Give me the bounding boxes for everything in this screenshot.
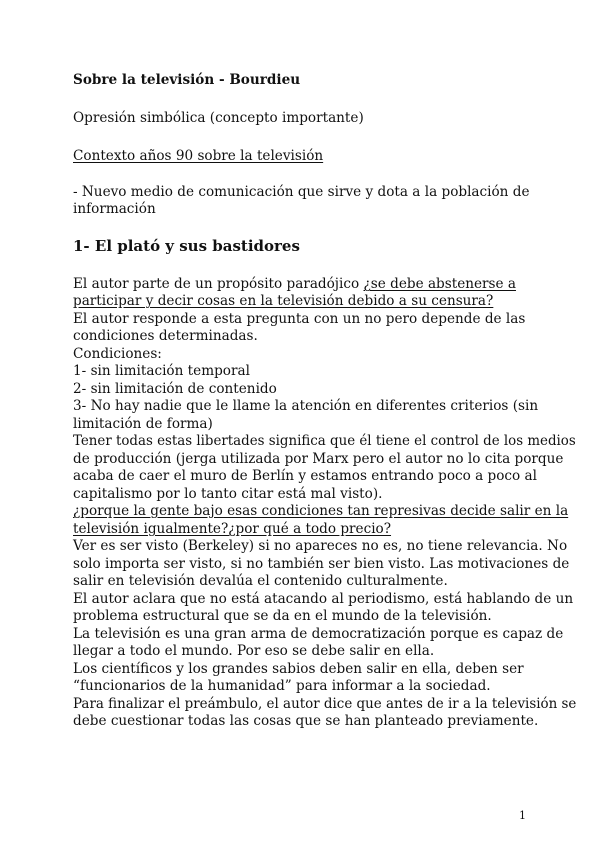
body-line: capitalismo por lo tanto citar está mal visto). <box>73 486 383 502</box>
body-line: Tener todas estas libertades significa que él tiene el control de los medios <box>73 433 576 449</box>
body-line: La televisión es una gran arma de democratización porque es capaz de <box>73 626 564 642</box>
body-line: debe cuestionar todas las cosas que se han planteado previamente. <box>73 713 539 729</box>
body-line: de producción (jerga utilizada por Marx pero el autor no lo cita porque <box>73 451 564 467</box>
question-1-start: ¿se debe abstenerse a <box>363 276 516 292</box>
body-line: “funcionarios de la humanidad” para informar a la sociedad. <box>73 678 491 694</box>
section-heading: 1- El plató y sus bastidores <box>73 237 300 255</box>
body-line: condiciones determinadas. <box>73 328 258 344</box>
context-heading: Contexto años 90 sobre la televisión <box>73 148 324 164</box>
document-title: Sobre la televisión - Bourdieu <box>73 72 301 88</box>
body-line: Los científicos y los grandes sabios deben salir en ella, deben ser <box>73 661 524 677</box>
body-line: 3- No hay nadie que le llame la atención en diferentes criterios (sin <box>73 398 539 414</box>
body-line: limitación de forma) <box>73 416 213 432</box>
body-line: acaba de caer el muro de Berlín y estamos entrando poco a poco al <box>73 468 538 484</box>
body-line: 1- sin limitación temporal <box>73 363 250 379</box>
body-line: llegar a todo el mundo. Por eso se debe salir en ella. <box>73 643 435 659</box>
body-line: Para finalizar el preámbulo, el autor dice que antes de ir a la televisión se <box>73 696 577 712</box>
body-line: El autor aclara que no está atacando al periodismo, está hablando de un <box>73 591 574 607</box>
author-intro: El autor parte de un propósito paradójico <box>73 276 364 292</box>
body-line: Condiciones: <box>73 346 162 362</box>
body-line: salir en televisión devalúa el contenido culturalmente. <box>73 573 448 589</box>
body-line: solo importa ser visto, si no también ser bien visto. Las motivaciones de <box>73 556 570 572</box>
body-line: problema estructural que se da en el mundo de la televisión. <box>73 608 492 624</box>
body-line: Ver es ser visto (Berkeley) si no apareces no es, no tiene relevancia. No <box>73 538 568 554</box>
concept-line: Opresión simbólica (concepto importante) <box>73 110 364 126</box>
context-line: - Nuevo medio de comunicación que sirve y dota a la población de <box>73 184 530 200</box>
author-intro-line <box>73 276 516 293</box>
question-2-line: televisión igualmente?¿por qué a todo precio? <box>73 521 392 537</box>
question-1-end: participar y decir cosas en la televisión debido a su censura? <box>73 293 494 309</box>
body-line: El autor responde a esta pregunta con un no pero depende de las <box>73 311 526 327</box>
context-line: información <box>73 201 156 217</box>
page-number: 1 <box>519 809 526 822</box>
body-line: 2- sin limitación de contenido <box>73 381 277 397</box>
question-2-line: ¿porque la gente bajo esas condiciones tan represivas decide salir en la <box>73 503 569 519</box>
